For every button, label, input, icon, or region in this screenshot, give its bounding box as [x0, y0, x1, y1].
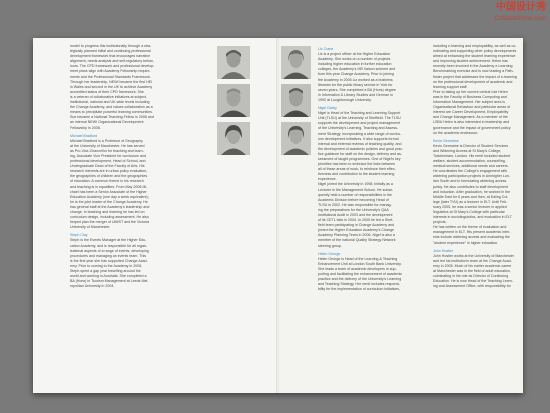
bio-text-line: and teaching is in equalities. From May 2008 Mi-	[70, 184, 148, 189]
sue-photo	[217, 46, 250, 79]
bio-text-line: priorities has been to embrace the links between	[318, 162, 396, 167]
bio-text-line: linguistics at St Mary's College with particular	[433, 210, 505, 214]
bio-text-line: He has written on the theme of evaluation and	[433, 225, 507, 230]
bio-text-line: joined the Higher Education Academy's Change	[318, 228, 395, 233]
bio-text-line: institutional, national and UK-wide levels including	[70, 100, 150, 105]
bio-text-line: quently held a number of responsibilities in the	[318, 192, 392, 197]
bio-text-line: ruary 2005, he was a senior lecturer in applied	[433, 204, 507, 209]
bio-text-line: sessment of taught programmes. One of Nigel's key	[318, 156, 401, 161]
right-page	[279, 38, 523, 393]
bio-text-line: supports the development and project management	[318, 121, 401, 126]
bio-text-line: Organisational Behaviour and particular areas of	[433, 105, 511, 110]
bio-text-line: tiveness and contribution to the student learning	[318, 172, 395, 177]
bio-text-line: Academy. She works on a number of projects	[318, 57, 391, 62]
bio-text-line: model to progress this institutionally through a stra-	[70, 44, 152, 48]
bio-text-line: Information Management. Her subject area is	[433, 100, 505, 105]
bio-text-line: Education. He is now Head of the Teaching Learn-	[433, 279, 514, 284]
bio-text-line: Fellowship in 2008.	[70, 125, 101, 130]
bio-text-line: at the University of Manchester. He has served	[70, 143, 145, 148]
bio-text-line: emy in 2005. Much of his earlier academic career	[433, 263, 512, 268]
bio-text-line: tice guidance for staff on the design, delivery and as-	[318, 151, 403, 156]
bio-text-line: Steph is the Events Manager at the Higher Edu-	[70, 238, 147, 243]
bio-text-line: including higher education in further education	[318, 62, 392, 67]
bio-text-line: helped plan the merger of UMIST and the Victoria	[70, 220, 149, 225]
bio-text-line: Middle East for 6 years and then, at Ealing Col-	[433, 194, 509, 199]
bio-text-line: steering group.	[318, 243, 342, 248]
liz-crane-photo	[281, 46, 311, 79]
bio-text-line: Sue became a National Teaching Fellow in 2006 and	[70, 115, 154, 120]
watermark	[494, 2, 546, 24]
bio-text-line: the development of academic policies and good prac-	[318, 146, 404, 151]
bio-text-line: LSBU Helen is also interested in leadership and	[433, 120, 510, 125]
bio-text-line: Undergraduate Dean of the Faculty of Arts. His	[70, 164, 145, 169]
bio-text-line: including e-learning and employability, as well as co-	[433, 44, 517, 48]
bio-text-line: in Information & Library Studies and German in	[318, 92, 393, 97]
bio-text-line: Education Academy (one day a week equivalent);	[70, 194, 149, 199]
bio-text-line: the geographies of children and the geographies	[70, 174, 148, 179]
watermark-title: 中国设计秀	[496, 2, 546, 13]
bio-text-line: member of the national Quality Strategy Network	[318, 238, 396, 243]
bio-text-line: world and working in Australia. She completed a	[70, 274, 147, 279]
bio-text-line: projects.	[433, 220, 447, 225]
bio-heading: Helen George	[318, 251, 341, 256]
bio-text-line: Enhancement Unit at London South Bank University.	[318, 261, 402, 266]
bio-text-line: he is the joint leader of the Change Academy. He	[70, 199, 148, 204]
bio-text-line: porting and facilitating the enhancement of academic	[318, 272, 403, 277]
bio-text-line: cation Academy, and is responsible for all organ-	[70, 243, 148, 248]
bio-text-line: Institutional Audit in 2003 and the development	[318, 213, 393, 217]
bio-text-line: of education. A common theme in his research	[70, 179, 144, 184]
bio-text-line: the Academy in 2005 Liz worked as a business	[318, 77, 393, 82]
bio-text-line: ordinating and supporting other policy developments	[433, 49, 517, 54]
bio-text-line: and induction. After graduation, he worked in the	[433, 189, 511, 194]
bio-text-line: widening participation projects in Aimhigher Lon-	[433, 174, 511, 179]
bio-text-line: all of these areas of work, to reinforce their effec-	[318, 167, 396, 172]
steph-clay-photo	[217, 122, 250, 155]
bio-text-line: chael has been a Senior Associate of the Higher	[70, 189, 147, 194]
bio-text-line: seven years. She completed a BA (Hons) degree	[318, 87, 396, 92]
bio-text-line: was in the Faculty of Business Computing and	[433, 94, 507, 99]
bio-heading: Michael Bradford	[70, 133, 98, 138]
bio-text-line: at Manchester was in the field of adult education,	[433, 269, 511, 274]
bio-text-line: change, in teaching and learning he has led on	[70, 210, 145, 214]
right-text-column-2	[433, 44, 523, 389]
bio-text-line: emy. Prior to coming to the Academy in 2006,	[70, 263, 143, 268]
bio-text-line: management in ELT. His present academic inter-	[433, 230, 511, 235]
bio-text-line: the Change Academy, and values collaboration as a	[70, 105, 153, 110]
bio-text-line: ment Strategy, incorporating a wide range of curricu-	[318, 131, 402, 136]
bio-text-line: She leads a team of academic developers in sup-	[318, 266, 397, 271]
bio-text-line: curriculum design, including assessment. He also	[70, 215, 149, 220]
bio-text-line: 1992 at Loughborough University.	[318, 97, 372, 102]
bio-text-line: is a veteran of collaborative initiatives at subject,	[70, 94, 147, 99]
bio-text-line: procedures and managing an events team. This	[70, 253, 147, 258]
bio-text-line: welfare, student accommodation, counselling,	[433, 159, 506, 164]
left-page	[33, 38, 277, 393]
bio-text-line: Unit (TLSU) at the University of Sheffield. The TLSU	[318, 116, 401, 121]
bio-text-line: policy. He also contributes to staff development	[433, 184, 508, 189]
bio-text-line: interests in sociolinguistics, and evaluation in ELT	[433, 215, 512, 220]
bio-text-line: and led his institution's team at the Change Acad-	[433, 258, 512, 263]
bio-text-line: Academy Planning Team in 2006. Nigel is also a	[318, 233, 395, 238]
bio-text-line: alignment, needs analysis and self-regulatory behav-	[70, 59, 155, 64]
bio-text-line: governance and the impact of government policy	[433, 125, 511, 130]
bio-text-line: research interests are in urban policy evaluation,	[70, 169, 148, 174]
bio-heading: Liz Crane	[318, 47, 334, 51]
brochure-spread	[33, 38, 523, 393]
bio-text-line: on the academic endeavour.	[433, 130, 479, 135]
bio-text-line: lum development initiatives. It also supports formal	[318, 136, 399, 141]
bio-text-line: Steph spent a gap year travelling around the	[70, 269, 141, 274]
bio-text-line: of its CETL bids in 2004. In 2005 he led a Shef-	[318, 218, 394, 223]
bio-text-line: "student experience" in higher education.	[433, 240, 499, 245]
bio-text-line: isational aspects of a range of events, developing	[70, 248, 149, 253]
bio-text-line: tegically planned initial and continuing professional	[70, 49, 151, 54]
bio-text-line: on the professional development of academic and	[433, 79, 513, 84]
right-text-column-1	[318, 44, 416, 389]
bio-text-line: Through her leadership, NEWI became the first HEI	[70, 79, 153, 84]
bio-text-line: practice and the delivery of the University's Learning	[318, 277, 402, 282]
nigel-darby-photo	[281, 84, 311, 117]
bio-text-line: ing and Assessment Office, with responsibility for	[433, 284, 511, 289]
bio-text-line: ing, Associate Vice President for curriculum and	[70, 153, 147, 158]
bio-text-line: as Pro-Vice-Chancellor for teaching and learn-	[70, 148, 144, 153]
bio-heading: Nigel Darby	[318, 106, 337, 111]
bio-text-line: ropolitan University in 2004.	[70, 284, 115, 289]
bio-text-line: development framework that encourages narrative	[70, 54, 151, 59]
bio-text-line: ments and the Professional Standards Framework.	[70, 74, 151, 79]
bio-text-line: field team participating in Change Academy and	[318, 223, 395, 228]
bio-text-line: medical services, additional needs and careers.	[433, 164, 509, 169]
bio-text-line: Twickenham, London. His remit included student	[433, 153, 511, 158]
bio-text-line: He coordinates the College's engagement with	[433, 169, 508, 174]
bio-text-line: has general staff at the Academy's leadership and	[70, 204, 150, 209]
bio-text-line: University of Manchester.	[70, 225, 111, 230]
bio-text-line: BA (Hons) in Tourism Management at Leeds Met-	[70, 279, 149, 284]
bio-text-line: ment plans align with Academy Fellowship require-	[70, 69, 151, 74]
bio-text-line: recently been involved in the Academy e-Learning	[433, 64, 513, 69]
bio-text-line: Benchmarking exercise and is now leading a Path-	[433, 69, 514, 74]
bio-text-line: internal and external reviews of teaching quality, and	[318, 141, 402, 146]
bio-text-line: and Teaching Strategy. Her remit includes responsi-	[318, 282, 401, 287]
bio-text-line: finder project that addresses the impact of e-learning	[433, 74, 517, 79]
bio-text-line: experience.	[318, 177, 337, 182]
bio-text-line: culminating in his role as Director of Continuing	[433, 274, 509, 279]
bio-text-line: from this year Change Academy. Prior to joining	[318, 72, 394, 77]
bio-text-line: interest are Career Development, Employability	[433, 110, 509, 115]
bio-text-line: TLSU in 2002. He was responsible for manag-	[318, 202, 392, 207]
bio-text-line: Academic Division before becoming Head of	[318, 197, 389, 202]
bio-text-line: lege (later TVU) as a lecturer in ELT. Until Feb-	[433, 199, 508, 204]
bio-text-line: accredited status of their CPD framework. She	[70, 89, 144, 94]
bio-text-line: an internal NEWI Organizational Development	[70, 120, 144, 125]
bio-text-line: iours. The CPD framework and professional develop-	[70, 64, 155, 69]
bio-text-line: ests include widening access and evaluating the	[433, 235, 510, 240]
bio-text-line: and Widening Access at St Mary's College,	[433, 148, 502, 153]
bio-text-line: Nigel joined the University in 1998, initially as a	[318, 182, 393, 187]
bio-heading: Steph Clay	[70, 233, 88, 238]
bio-text-line: learning support staff.	[433, 84, 468, 89]
bio-text-line: bility for the implementation of curriculum initiatives,	[318, 287, 401, 292]
bio-text-line: John Hostler works at the University of Manchester	[433, 253, 515, 258]
bio-text-line: aimed at enhancing the student learning experience	[433, 54, 516, 59]
bio-text-line: of the University's Learning, Teaching and Assess-	[318, 126, 399, 131]
bio-text-line: and Change Management. As a member of the	[433, 115, 508, 120]
bio-text-line: ing the preparations for the University's QAA	[318, 207, 389, 212]
bio-text-line: and improving student achievement. Helen has	[433, 59, 508, 64]
helen-george-photo	[281, 122, 311, 155]
michael-bradford-photo	[217, 84, 250, 117]
bio-text-line: Liz is a project officer at the Higher Education	[318, 52, 391, 57]
bio-text-line: colleges, the Academy's HEI liaison scheme and	[318, 67, 396, 72]
bio-text-line: Michael Bradford is a Professor of Geography	[70, 138, 143, 143]
bio-text-line: Helen George is Head of the Learning & Teaching	[318, 256, 398, 261]
bio-text-line: in Wales and second in the UK to achieve Academy	[70, 84, 153, 89]
bio-text-line: don South and in formulating widening access	[433, 179, 507, 184]
bio-text-line: librarian for the public library service in York for	[318, 82, 393, 87]
left-text-column	[70, 44, 165, 389]
bio-text-line: Prior to taking up her current central role Helen	[433, 89, 508, 94]
bio-heading: Kevin Germaine	[433, 138, 459, 143]
watermark-site: CnWebShow.com	[494, 15, 546, 22]
bio-text-line: professional development, Head of School, and	[70, 159, 146, 164]
bio-text-line: Nigel is Head of the Teaching and Learning Support	[318, 111, 401, 116]
bio-text-line: means to precipitate powerful learning communities.	[70, 110, 153, 115]
bio-text-line: Kevin Germaine is Director of Student Services	[433, 143, 509, 148]
bio-heading: John Hostler	[433, 248, 454, 253]
bio-text-line: is the first year she has supported Change Acad-	[70, 258, 148, 263]
bio-text-line: Lecturer in the Management School. He subse-	[318, 187, 394, 192]
